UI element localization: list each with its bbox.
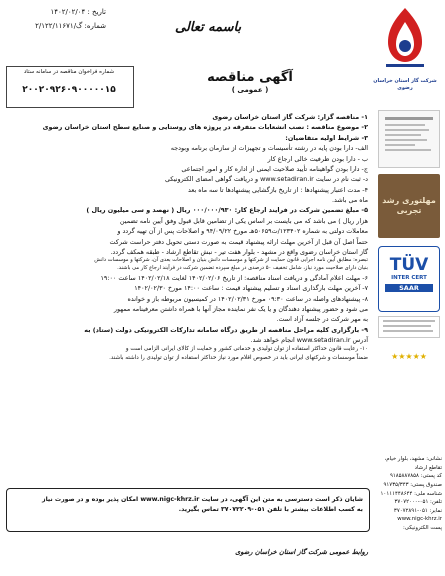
contact-line: شناسه ملی: ۱۰۱۱۱۴۴۸۶۴۴	[380, 490, 442, 497]
ad-body	[6, 112, 368, 362]
star-icon: ★	[398, 352, 406, 361]
certification-column	[378, 110, 440, 363]
cert-list	[378, 316, 440, 338]
body-line: ج- دارا بودن گواهینامه تأیید صلاحیت ایمنی از اداره کار و امور اجتماعی	[181, 164, 368, 173]
contact-line: نمابر: ۰۵۱-۳۷۰۷۲۸۹۱	[393, 507, 442, 514]
body-line: حتماً اصل آن قبل از آخرین مهلت ارائه پیشنهاد قیمت به صورت دستی تحویل دفتر حراست شرکت	[109, 237, 368, 246]
cert-lines-icon	[379, 317, 439, 335]
star-icon: ★	[391, 352, 399, 361]
footer-contact	[370, 455, 442, 533]
body-line: گاز استان خراسان رضوی واقع در مشهد - بلوار هفت تیر - نبش تقاطع ارشاد - طبقه همکف گردد.	[110, 247, 368, 256]
company-logo	[372, 4, 438, 102]
contact-line: کد پستی: ۹۱۸۵۸۸۷۸۵۸	[389, 473, 442, 480]
body-line: ۵- مبلغ تضمین شرکت در فرایند ارجاع کار: ۰۰۰/۰۰۰/۹۳۰ ریال ( نهصد و سی میلیون ریال )	[86, 206, 368, 215]
body-line: ماه می باشد.	[332, 196, 368, 204]
certificate-box	[378, 110, 440, 168]
letter-number: شماره: گ/۲/۱۲۲/۱۱۶۷۱	[35, 22, 106, 30]
tuv-badge	[378, 246, 440, 312]
registration-number: ۲۰۰۲۰۹۲۶۰۹۰۰۰۰۰۱۵	[22, 85, 116, 95]
body-line: بنیان دارای صلاحیت مورد نیاز، شامل تخفیف ۵۰ درصدی در مبلغ سپرده تضمین شرکت در فرآیند ارجاع کار می باشند.	[117, 265, 368, 272]
body-line: ۱- مناقصه گزار: شرکت گاز استان خراسان رضوی	[212, 113, 368, 121]
contact-note-box	[6, 488, 370, 532]
body-line: ۳- شرایط اولیه متقاضیان:	[285, 133, 368, 142]
contact-line: پست الکترونیکی:	[402, 525, 442, 532]
star-icon: ★	[405, 352, 413, 361]
bismillah-heading: باسمه تعالی	[175, 20, 242, 35]
star-icon: ★	[419, 352, 427, 361]
body-line: ب - دارا بودن ظرفیت خالی ارجاع کار	[267, 154, 368, 163]
body-line: د- ثبت نام در سایت www.setadiran.ir و دریافت گواهی امضای الکترونیکی	[164, 175, 368, 184]
contact-line: تلفن: ۰۵۱-۳۷۰۷۲۰۰۰	[394, 499, 442, 506]
body-line: الف- دارا بودن پایه در رشته تأسیسات و تجهیزات از سازمان برنامه وبودجه	[170, 144, 368, 153]
rating-stars	[378, 344, 440, 363]
tender-registration-box	[6, 66, 134, 108]
badge-growth-seal	[378, 174, 440, 238]
body-line: ۸- پیشنهادهای واصله در ساعت ۰۹:۳۰ مورخ ۱۴۰۲/۰۲/۳۱ در کمیسیون مربوطه باز و خوانده	[127, 294, 368, 303]
body-line: هزار ریال ) می باشد که می بایست بر اساس یکی از تضامین قابل قبول وفق آیین نامه تضمین	[119, 216, 368, 225]
note-line-1: شایان ذکر است دسترسی به متن این آگهی، در سایت www.nigc-khrz.ir امکان پذیر بوده و در صورت نیاز	[42, 496, 363, 503]
body-line: تبصره: مطابق آیین نامه اجرایی قانون حمایت از شرکتها و موسسات دانش بنیان و اصلاحات بعدی آن، شرکتها و موسسات دانش	[94, 257, 368, 264]
body-line: می شود و حضور پیشنهاد دهندگان و یا یک نفر نماینده مجاز آنها با همراه داشتن معرفینامه ممهور	[113, 304, 368, 313]
body-line: آدرس www.setadiran.ir انجام خواهد شد.	[250, 336, 368, 345]
contact-line: نشانی: مشهد، بلوار خیام، تقاطع ارشاد	[384, 456, 442, 471]
body-line: ۱۰- رعایت قانون حداکثر استفاده از توان تولیدی و خدماتی کشور و حمایت از کالای ایرانی الزامی است و	[125, 346, 368, 353]
star-icon: ★	[412, 352, 420, 361]
ad-subtitle: ( عمومی )	[231, 86, 269, 94]
publisher-signature: روابط عمومی شرکت گاز استان خراسان رضوی	[235, 548, 368, 556]
contact-line: صندوق پستی: ۹۱۷۳۵/۳۴۳	[383, 481, 442, 488]
gas-flame-logo-icon	[372, 4, 438, 74]
body-line: ۴- مدت اعتبار پیشنهادها : از تاریخ بازگشایی پیشنهادها تا سه ماه بعد	[188, 185, 368, 194]
contact-line[interactable]: www.nigc-khrz.ir	[397, 516, 442, 523]
body-line: ۶- مهلت اعلام آمادگی و دریافت اسناد مناقصه: از تاریخ ۱۴۰۲/۰۲/۰۶ لغایت ۱۴۰۲/۰۲/۱۸ ساعت ۱۹:۰۰	[100, 273, 368, 282]
ad-title: آگهی مناقصه	[207, 70, 293, 85]
body-line: ۲- موضوع مناقصه : نصب انشعابات متفرقه در پروژه های روستایی و صنایع سطح استان خراسان رضوی	[42, 123, 368, 132]
note-line-2: به کسب اطلاعات بیشتر با تلفن ۰۵۱-۳۷۰۷۲۲۰۹ تماس بگیرید.	[178, 506, 363, 514]
body-line: به مهر شرکت در جلسه آزاد است.	[276, 315, 368, 324]
tuv-main: TÜV	[389, 255, 429, 275]
company-name: شرکت گاز استان خراسان رضوی	[373, 78, 437, 91]
tuv-brand: SAAR	[385, 284, 433, 292]
body-line: ضمناً موسسات و شرکتهای ایرانی باید در خصوص اقلام مورد نیاز حداکثر استفاده از توان تولیدی را داشته باشند.	[109, 354, 368, 361]
registration-label: شماره فراخوان مناقصه در سامانه ستاد	[23, 69, 115, 75]
body-line: ۹- بارگزاری کلیه مراحل مناقصه از طریق درگاه سامانه تدارکات الکترونیکی دولت (ستاد) به	[84, 325, 368, 334]
body-line: ۷- آخرین مهلت بارگذاری اسناد و تسلیم پیشنهاد قیمت : ساعت ۱۴:۰۰ مورخ ۱۴۰۲/۰۲/۳۰	[134, 284, 368, 293]
certificate-text-icon	[379, 111, 439, 165]
tuv-sub: INTER CERT	[391, 275, 427, 281]
letter-date: تاریخ : ۱۴۰۲/۰۲/۰۴	[50, 8, 106, 16]
badge-growth-text: مهلتوری رشد تجربی	[382, 195, 436, 215]
body-line: معاملات دولتی به شماره ۱۲۳۴۰۲/ت۵۰۶۵۹هـ مورخ ۹۴/۰۹/۲۲ و اصلاحات پس از آن تهیه گردد و	[117, 227, 368, 236]
